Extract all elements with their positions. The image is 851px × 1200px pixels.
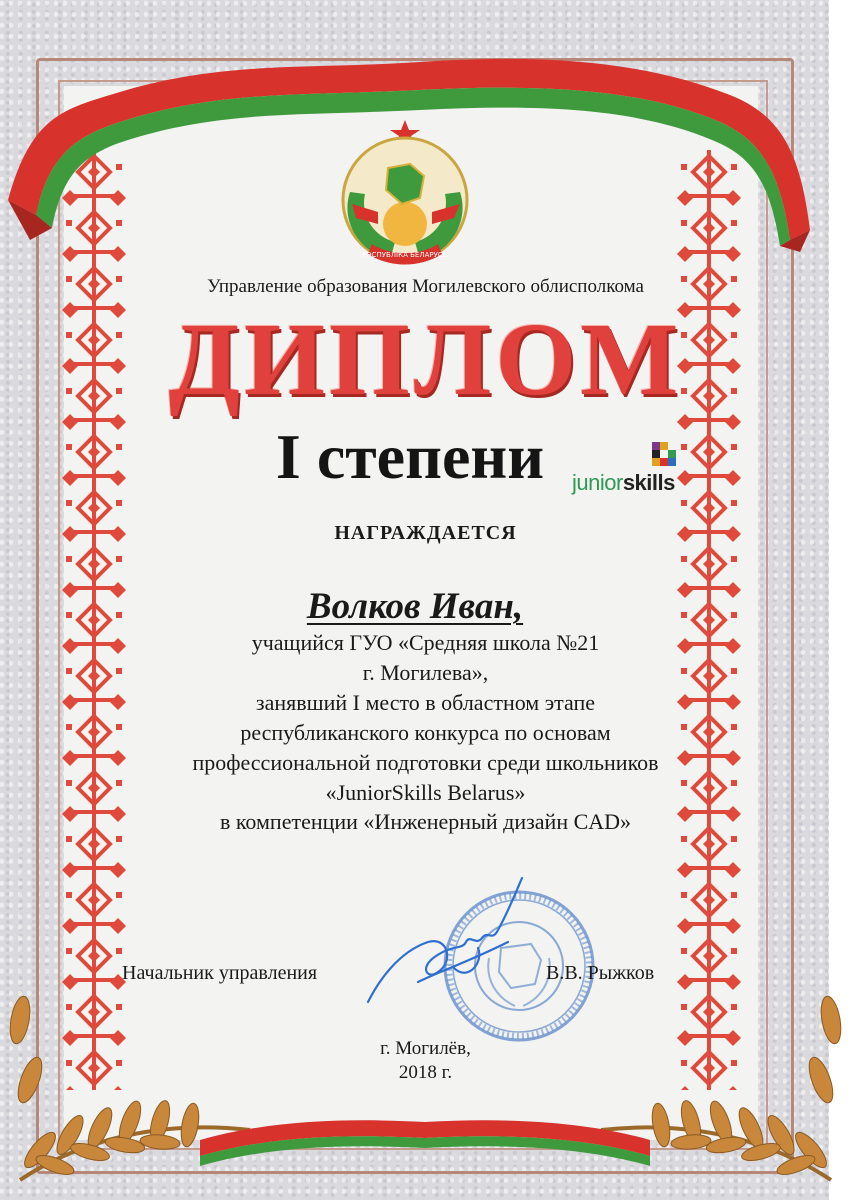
juniorskills-logo-icon (568, 436, 686, 498)
signatory-position: Начальник управления (122, 962, 318, 984)
logo-junior-text: junior (572, 470, 623, 495)
body-line: г. Могилева», (362, 660, 489, 685)
flag-ribbon-icon (190, 1100, 660, 1180)
emblem-ribbon-text: РЭСПУБЛІКА БЕЛАРУСЬ (362, 251, 448, 259)
signature-icon (358, 872, 533, 1017)
logo-skills-text: skills (622, 470, 675, 495)
body-line: учащийся ГУО «Средняя школа №21 (251, 630, 600, 655)
diploma-degree: I степени (275, 421, 545, 492)
state-emblem-icon (320, 112, 490, 272)
diploma-title: ДИПЛОМ (168, 302, 683, 417)
awarded-label: НАГРАЖДАЕТСЯ (334, 522, 517, 544)
issue-place: г. Могилёв, (380, 1038, 471, 1059)
body-line: в компетенции «Инженерный дизайн CAD» (219, 809, 632, 834)
recipient-name: Волков Иван, (306, 586, 524, 627)
organization-name: Управление образования Могилевского облисполкома (207, 276, 644, 297)
body-line: республиканского конкурса по основам (240, 720, 611, 745)
signatory-name: В.В. Рыжков (546, 962, 655, 984)
body-line: профессиональной подготовки среди школьников (192, 750, 659, 775)
body-line: «JuniorSkills Belarus» (325, 780, 526, 805)
body-line: занявший I место в областном этапе (255, 690, 596, 715)
issue-year: 2018 г. (398, 1062, 453, 1083)
